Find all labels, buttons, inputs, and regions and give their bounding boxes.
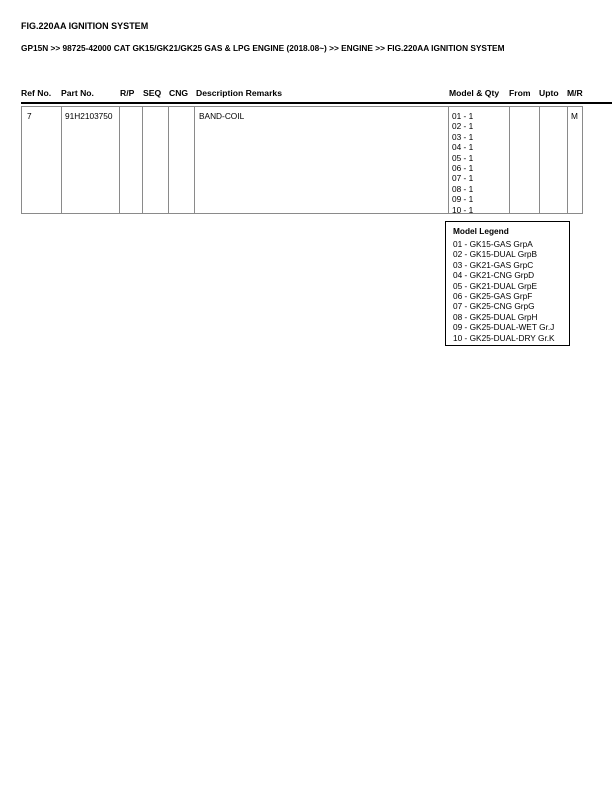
column-header-mr: M/R — [567, 88, 583, 98]
cell-model-qty — [452, 111, 473, 215]
column-header-rp: R/P — [120, 88, 135, 98]
cell-ref-no: 7 — [27, 111, 32, 121]
column-header-model-qty: Model & Qty — [449, 88, 500, 98]
legend-item: 05 - GK21-DUAL GrpE — [453, 280, 538, 291]
column-divider — [142, 107, 143, 213]
legend-title: Model Legend — [453, 226, 509, 236]
column-divider — [194, 107, 195, 213]
legend-item: 07 - GK25-CNG GrpG — [453, 301, 535, 312]
model-qty-item: 10 - 1 — [452, 204, 474, 215]
column-divider — [168, 107, 169, 213]
column-header-upto: Upto — [539, 88, 559, 98]
model-qty-item: 06 - 1 — [452, 163, 474, 174]
legend-item: 09 - GK25-DUAL-WET Gr.J — [453, 322, 555, 333]
model-qty-item: 09 - 1 — [452, 194, 474, 205]
breadcrumb: GP15N >> 98725-42000 CAT GK15/GK21/GK25 GAS & LPG ENGINE (2018.08~) >> ENGINE >> FIG.220AA IGNITION SYSTEM — [21, 43, 505, 53]
legend-item: 04 - GK21-CNG GrpD — [453, 270, 535, 281]
legend-item: 03 - GK21-GAS GrpC — [453, 259, 534, 270]
legend-item: 02 - GK15-DUAL GrpB — [453, 249, 538, 260]
cell-description: BAND-COIL — [199, 111, 245, 121]
column-divider — [567, 107, 568, 213]
column-divider — [509, 107, 510, 213]
column-header-ref-no: Ref No. — [21, 88, 52, 98]
table-row — [21, 106, 583, 214]
column-divider — [61, 107, 62, 213]
model-qty-item: 08 - 1 — [452, 183, 474, 194]
model-qty-item: 05 - 1 — [452, 152, 474, 163]
column-header-from: From — [509, 88, 531, 98]
legend-item: 06 - GK25-GAS GrpF — [453, 291, 533, 302]
column-header-part-no: Part No. — [61, 88, 94, 98]
legend-item: 01 - GK15-GAS GrpA — [453, 239, 533, 249]
model-legend — [445, 221, 570, 346]
column-header-description: Description Remarks — [196, 88, 282, 98]
model-qty-item: 02 - 1 — [452, 121, 474, 132]
model-qty-item: 07 - 1 — [452, 173, 474, 184]
column-divider — [539, 107, 540, 213]
figure-title: FIG.220AA IGNITION SYSTEM — [21, 21, 149, 31]
column-divider — [119, 107, 120, 213]
column-header-seq: SEQ — [143, 88, 162, 98]
model-qty-item: 04 - 1 — [452, 142, 474, 153]
legend-item: 10 - GK25-DUAL-DRY Gr.K — [453, 332, 555, 343]
cell-part-no: 91H2103750 — [65, 111, 113, 121]
model-qty-item: 03 - 1 — [452, 131, 474, 142]
column-divider — [448, 107, 449, 213]
column-header-cng: CNG — [169, 88, 189, 98]
legend-item: 08 - GK25-DUAL GrpH — [453, 311, 538, 322]
model-qty-item: 01 - 1 — [452, 111, 474, 121]
cell-mr: M — [571, 111, 578, 121]
header-divider — [21, 102, 612, 104]
